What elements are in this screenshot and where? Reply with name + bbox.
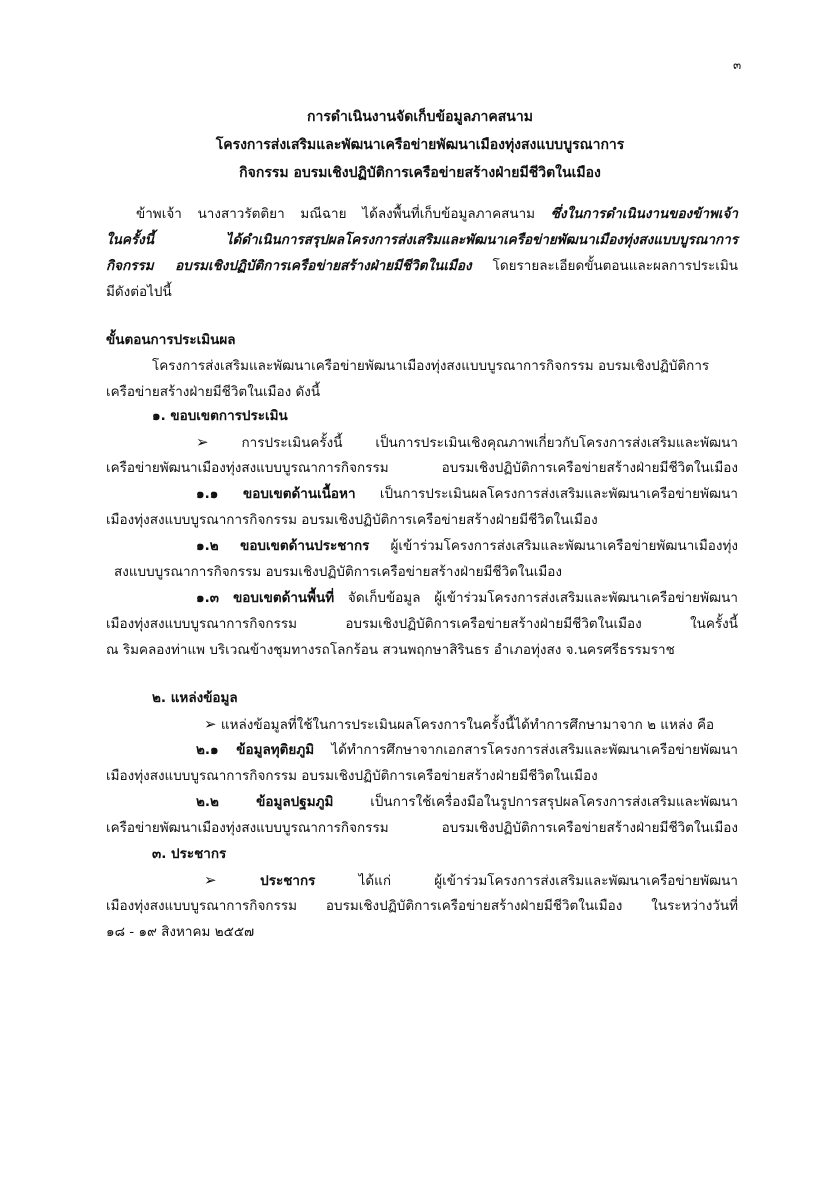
intro-line-2: ในครั้งนี้ ได้ดำเนินการสรุปผลโครงการส่งเสริมและพัฒนาเครือข่ายพัฒนาเมืองทุ่งสงแบบบูรณาการ: [106, 232, 738, 248]
evaluation-paragraph-line-1: โครงการส่งเสริมและพัฒนาเครือข่ายพัฒนาเมืองทุ่งสงแบบบูรณาการกิจกรรม อบรมเชิงปฏิบัติการ: [152, 358, 710, 374]
intro-text: ข้าพเจ้า นางสาวรัตติยา มณีฉาย ได้ลงพื้นที่เก็บข้อมูลภาคสนาม: [136, 206, 551, 222]
document-title-line-2: โครงการส่งเสริมและพัฒนาเครือข่ายพัฒนาเมืองทุ่งสงแบบบูรณาการ: [215, 137, 625, 153]
section-1-bullet-line-2: เครือข่ายพัฒนาเมืองทุ่งสงแบบบูรณาการกิจกรรม อบรมเชิงปฏิบัติการเครือข่ายสร้างฝ่ายมีชีวิตในเมือง: [106, 460, 738, 476]
subsection-label: ๒.๑ ข้อมูลทุติยภูมิ: [196, 742, 315, 758]
section-2-2-line-1: [196, 792, 738, 812]
population-label: ประชากร: [216, 873, 316, 889]
document-title-line-1: การดำเนินงานจัดเก็บข้อมูลภาคสนาม: [307, 109, 533, 125]
section-3-line-2: เมืองทุ่งสงแบบบูรณาการกิจกรรม อบรมเชิงปฏิบัติการเครือข่ายสร้างฝ่ายมีชีวิตในเมือง ในระหว่างวันที่: [106, 898, 738, 914]
section-1-3-line-1: [196, 588, 738, 608]
section-2-heading: ๒. แหล่งข้อมูล: [152, 690, 238, 706]
section-2-1-line-1: [196, 740, 738, 760]
arrow-bullet-icon: ➢: [204, 715, 217, 733]
section-3-line-3: ๑๘ - ๑๙ สิงหาคม ๒๕๕๗: [106, 924, 255, 940]
section-1-heading: ๑. ขอบเขตการประเมิน: [152, 408, 288, 424]
section-3-line-1: [204, 870, 738, 891]
section-1-1-line-2: เมืองทุ่งสงแบบบูรณาการกิจกรรม อบรมเชิงปฏิบัติการเครือข่ายสร้างฝ่ายมีชีวิตในเมือง: [106, 512, 598, 528]
intro-line-1: [136, 204, 738, 224]
arrow-bullet-icon: ➢: [204, 871, 217, 889]
intro-line-4: มีดังต่อไปนี้: [106, 284, 172, 300]
subsection-text: ผู้เข้าร่วมโครงการส่งเสริมและพัฒนาเครือข่ายพัฒนาเมืองทุ่ง: [369, 538, 738, 554]
section-2-2-line-2: เครือข่ายพัฒนาเมืองทุ่งสงแบบบูรณาการกิจกรรม อบรมเชิงปฏิบัติการเครือข่ายสร้างฝ่ายมีชีวิตในเมือง: [106, 820, 738, 836]
section-1-2-line-1: [196, 536, 738, 556]
section-2-1-line-2: เมืองทุ่งสงแบบบูรณาการกิจกรรม อบรมเชิงปฏิบัติการเครือข่ายสร้างฝ่ายมีชีวิตในเมือง: [106, 768, 598, 784]
subsection-text: ได้ทำการศึกษาจากเอกสารโครงการส่งเสริมและพัฒนาเครือข่ายพัฒนา: [314, 742, 738, 758]
section-1-2-line-2: สงแบบบูรณาการกิจกรรม อบรมเชิงปฏิบัติการเครือข่ายสร้างฝ่ายมีชีวิตในเมือง: [114, 564, 562, 580]
subsection-text: จัดเก็บข้อมูล ผู้เข้าร่วมโครงการส่งเสริมและพัฒนาเครือข่ายพัฒนา: [334, 590, 738, 606]
subsection-label: ๒.๒ ข้อมูลปฐมภูมิ: [196, 794, 334, 810]
intro-line-3: [106, 256, 738, 276]
bullet-text: การประเมินครั้งนี้ เป็นการประเมินเชิงคุณภาพเกี่ยวกับโครงการส่งเสริมและพัฒนา: [208, 435, 738, 451]
bullet-text: แหล่งข้อมูลที่ใช้ในการประเมินผลโครงการในครั้งนี้ได้ทำการศึกษามาจาก ๒ แหล่ง คือ: [216, 717, 715, 733]
section-heading-evaluation: ขั้นตอนการประเมินผล: [106, 332, 236, 348]
population-text: ได้แก่ ผู้เข้าร่วมโครงการส่งเสริมและพัฒนาเครือข่ายพัฒนา: [315, 873, 738, 889]
evaluation-paragraph-line-2: เครือข่ายสร้างฝ่ายมีชีวิตในเมือง ดังนี้: [106, 384, 321, 400]
section-3-heading: ๓. ประชากร: [152, 846, 227, 862]
page-number: ๓: [733, 58, 742, 72]
intro-emphasis: กิจกรรม อบรมเชิงปฏิบัติการเครือข่ายสร้างฝ่ายมีชีวิตในเมือง: [106, 258, 472, 274]
subsection-text: เป็นการประเมินผลโครงการส่งเสริมและพัฒนาเครือข่ายพัฒนา: [355, 486, 738, 502]
section-2-bullet-line: [204, 714, 714, 735]
arrow-bullet-icon: ➢: [196, 433, 209, 451]
intro-text: โดยรายละเอียดขั้นตอนและผลการประเมิน: [471, 258, 738, 274]
subsection-label: ๑.๒ ขอบเขตด้านประชากร: [196, 538, 370, 554]
subsection-label: ๑.๑ ขอบเขตด้านเนื้อหา: [196, 486, 356, 502]
section-1-1-line-1: [196, 484, 738, 504]
section-1-3-line-2: เมืองทุ่งสงแบบบูรณาการกิจกรรม อบรมเชิงปฏิบัติการเครือข่ายสร้างฝ่ายมีชีวิตในเมือง ในครั้งนี้: [106, 616, 738, 632]
document-title-line-3: กิจกรรม อบรมเชิงปฏิบัติการเครือข่ายสร้างฝ่ายมีชีวิตในเมือง: [239, 165, 601, 181]
subsection-text: เป็นการใช้เครื่องมือในรูปการสรุปผลโครงการส่งเสริมและพัฒนา: [333, 794, 738, 810]
subsection-label: ๑.๓ ขอบเขตด้านพื้นที่: [196, 590, 335, 606]
intro-emphasis: ซึ่งในการดำเนินงานของข้าพเจ้า: [550, 206, 738, 222]
section-1-bullet-line-1: [196, 432, 738, 453]
section-1-3-line-3: ณ ริมคลองท่าแพ บริเวณข้างชุมทางรถโลกร้อน สวนพฤกษาสิรินธร อำเภอทุ่งสง จ.นครศรีธรรมราช: [106, 642, 675, 658]
